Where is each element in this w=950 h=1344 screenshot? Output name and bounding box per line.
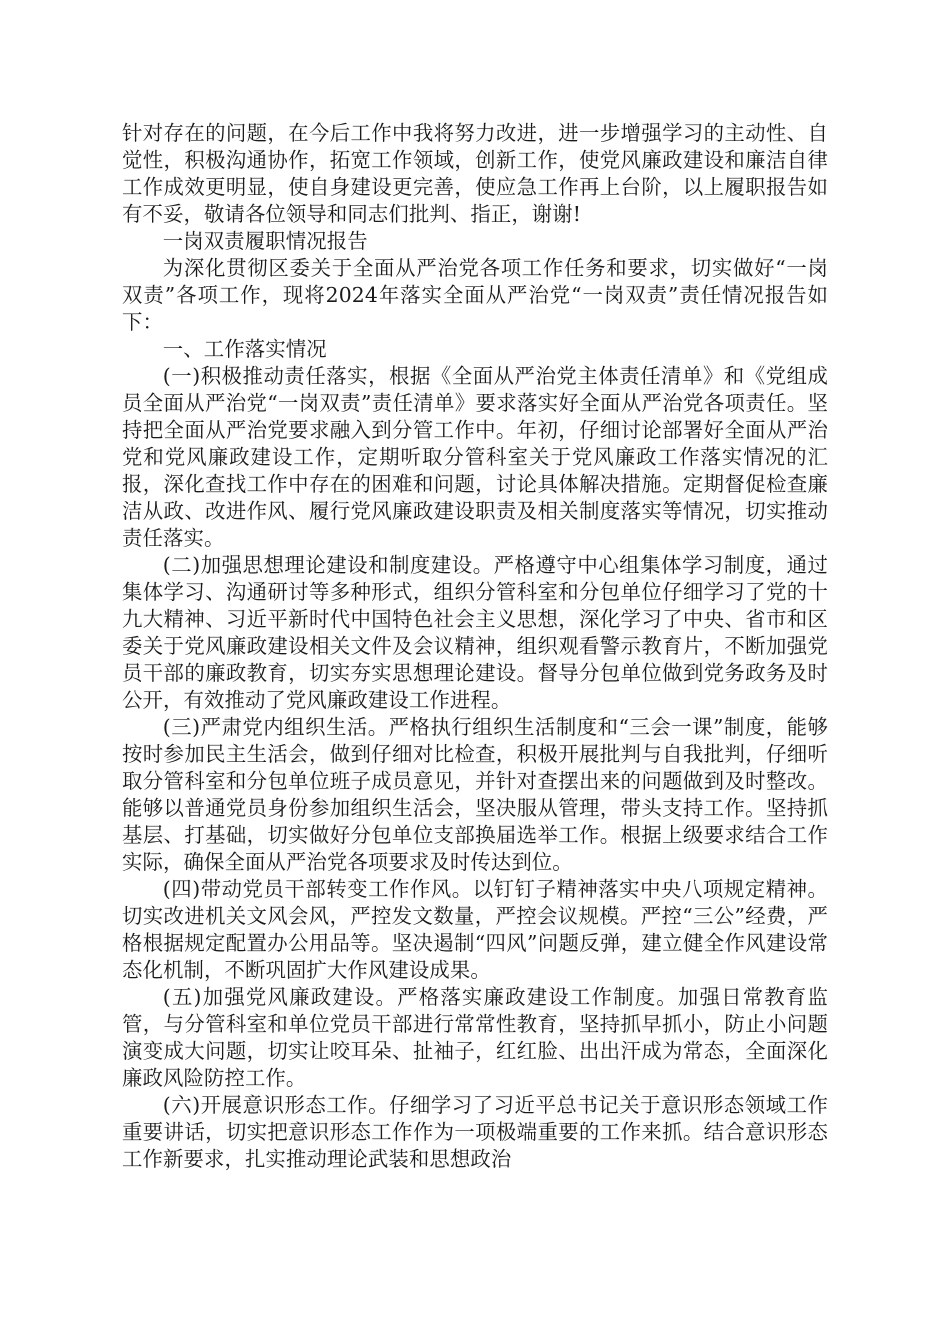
report-title: 一岗双责履职情况报告: [162, 229, 368, 253]
paragraph-intro: 为深化贯彻区委关于全面从严治党各项工作任务和要求，切实做好“一岗双责”各项工作，现将2024年落实全面从严治党“一岗双责”责任情况报告如下：: [122, 256, 828, 334]
paragraph-item-4: (四)带动党员干部转变工作作风。以钉钉子精神落实中央八项规定精神。切实改进机关文风会风，严控发文数量，严控会议规模。严控“三公”经费，严格根据规定配置办公用品等。坚决遏制“四风”问题反弹，建立健全作风建设常态化机制，不断巩固扩大作风建设成果。: [122, 877, 828, 982]
paragraph-item-6: (六)开展意识形态工作。仔细学习了习近平总书记关于意识形态领域工作重要讲话，切实把意识形态工作作为一项极端重要的工作来抓。结合意识形态工作新要求，扎实推动理论武装和思想政治: [122, 1093, 828, 1171]
paragraph-item-1: (一)积极推动责任落实，根据《全面从严治党主体责任清单》和《党组成员全面从严治党“一岗双责”责任清单》要求落实好全面从严治党各项责任。坚持把全面从严治党要求融入到分管工作中。年初，仔细讨论部署好全面从严治党和党风廉政建设工作，定期听取分管科室关于党风廉政工作落实情况的汇报，深化查找工作中存在的困难和问题，讨论具体解决措施。定期督促检查廉洁从政、改进作风、履行党风廉政建设职责及相关制度落实等情况，切实推动责任落实。: [122, 364, 828, 550]
document-page: [122, 120, 828, 1173]
section-heading-work-status: 一、工作落实情况: [162, 337, 327, 361]
paragraph-item-5: (五)加强党风廉政建设。严格落实廉政建设工作制度。加强日常教育监管，与分管科室和单位党员干部进行常常性教育，坚持抓早抓小，防止小问题演变成大问题，切实让咬耳朵、扯袖子，红红脸、出出汗成为常态，全面深化廉政风险防控工作。: [122, 985, 828, 1090]
paragraph-item-2: (二)加强思想理论建设和制度建设。严格遵守中心组集体学习制度，通过集体学习、沟通研讨等多种形式，组织分管科室和分包单位仔细学习了党的十九大精神、习近平新时代中国特色社会主义思想，深化学习了中央、省市和区委关于党风廉政建设相关文件及会议精神，组织观看警示教育片，不断加强党员干部的廉政教育，切实夯实思想理论建设。督导分包单位做到党务政务及时公开，有效推动了党风廉政建设工作进程。: [122, 553, 828, 712]
paragraph-closing-remarks: 针对存在的问题，在今后工作中我将努力改进，进一步增强学习的主动性、自觉性，积极沟通协作，拓宽工作领域，创新工作，使党风廉政建设和廉洁自律工作成效更明显，使自身建设更完善，使应急工作再上台阶，以上履职报告如有不妥，敬请各位领导和同志们批判、指正，谢谢!: [122, 121, 828, 226]
paragraph-item-3: (三)严肃党内组织生活。严格执行组织生活制度和“三会一课”制度，能够按时参加民主生活会，做到仔细对比检查，积极开展批判与自我批判，仔细听取分管科室和分包单位班子成员意见，并针对查摆出来的问题做到及时整改。能够以普通党员身份参加组织生活会，坚决服从管理，带头支持工作。坚持抓基层、打基础，切实做好分包单位支部换届选举工作。根据上级要求结合工作实际，确保全面从严治党各项要求及时传达到位。: [122, 715, 828, 874]
